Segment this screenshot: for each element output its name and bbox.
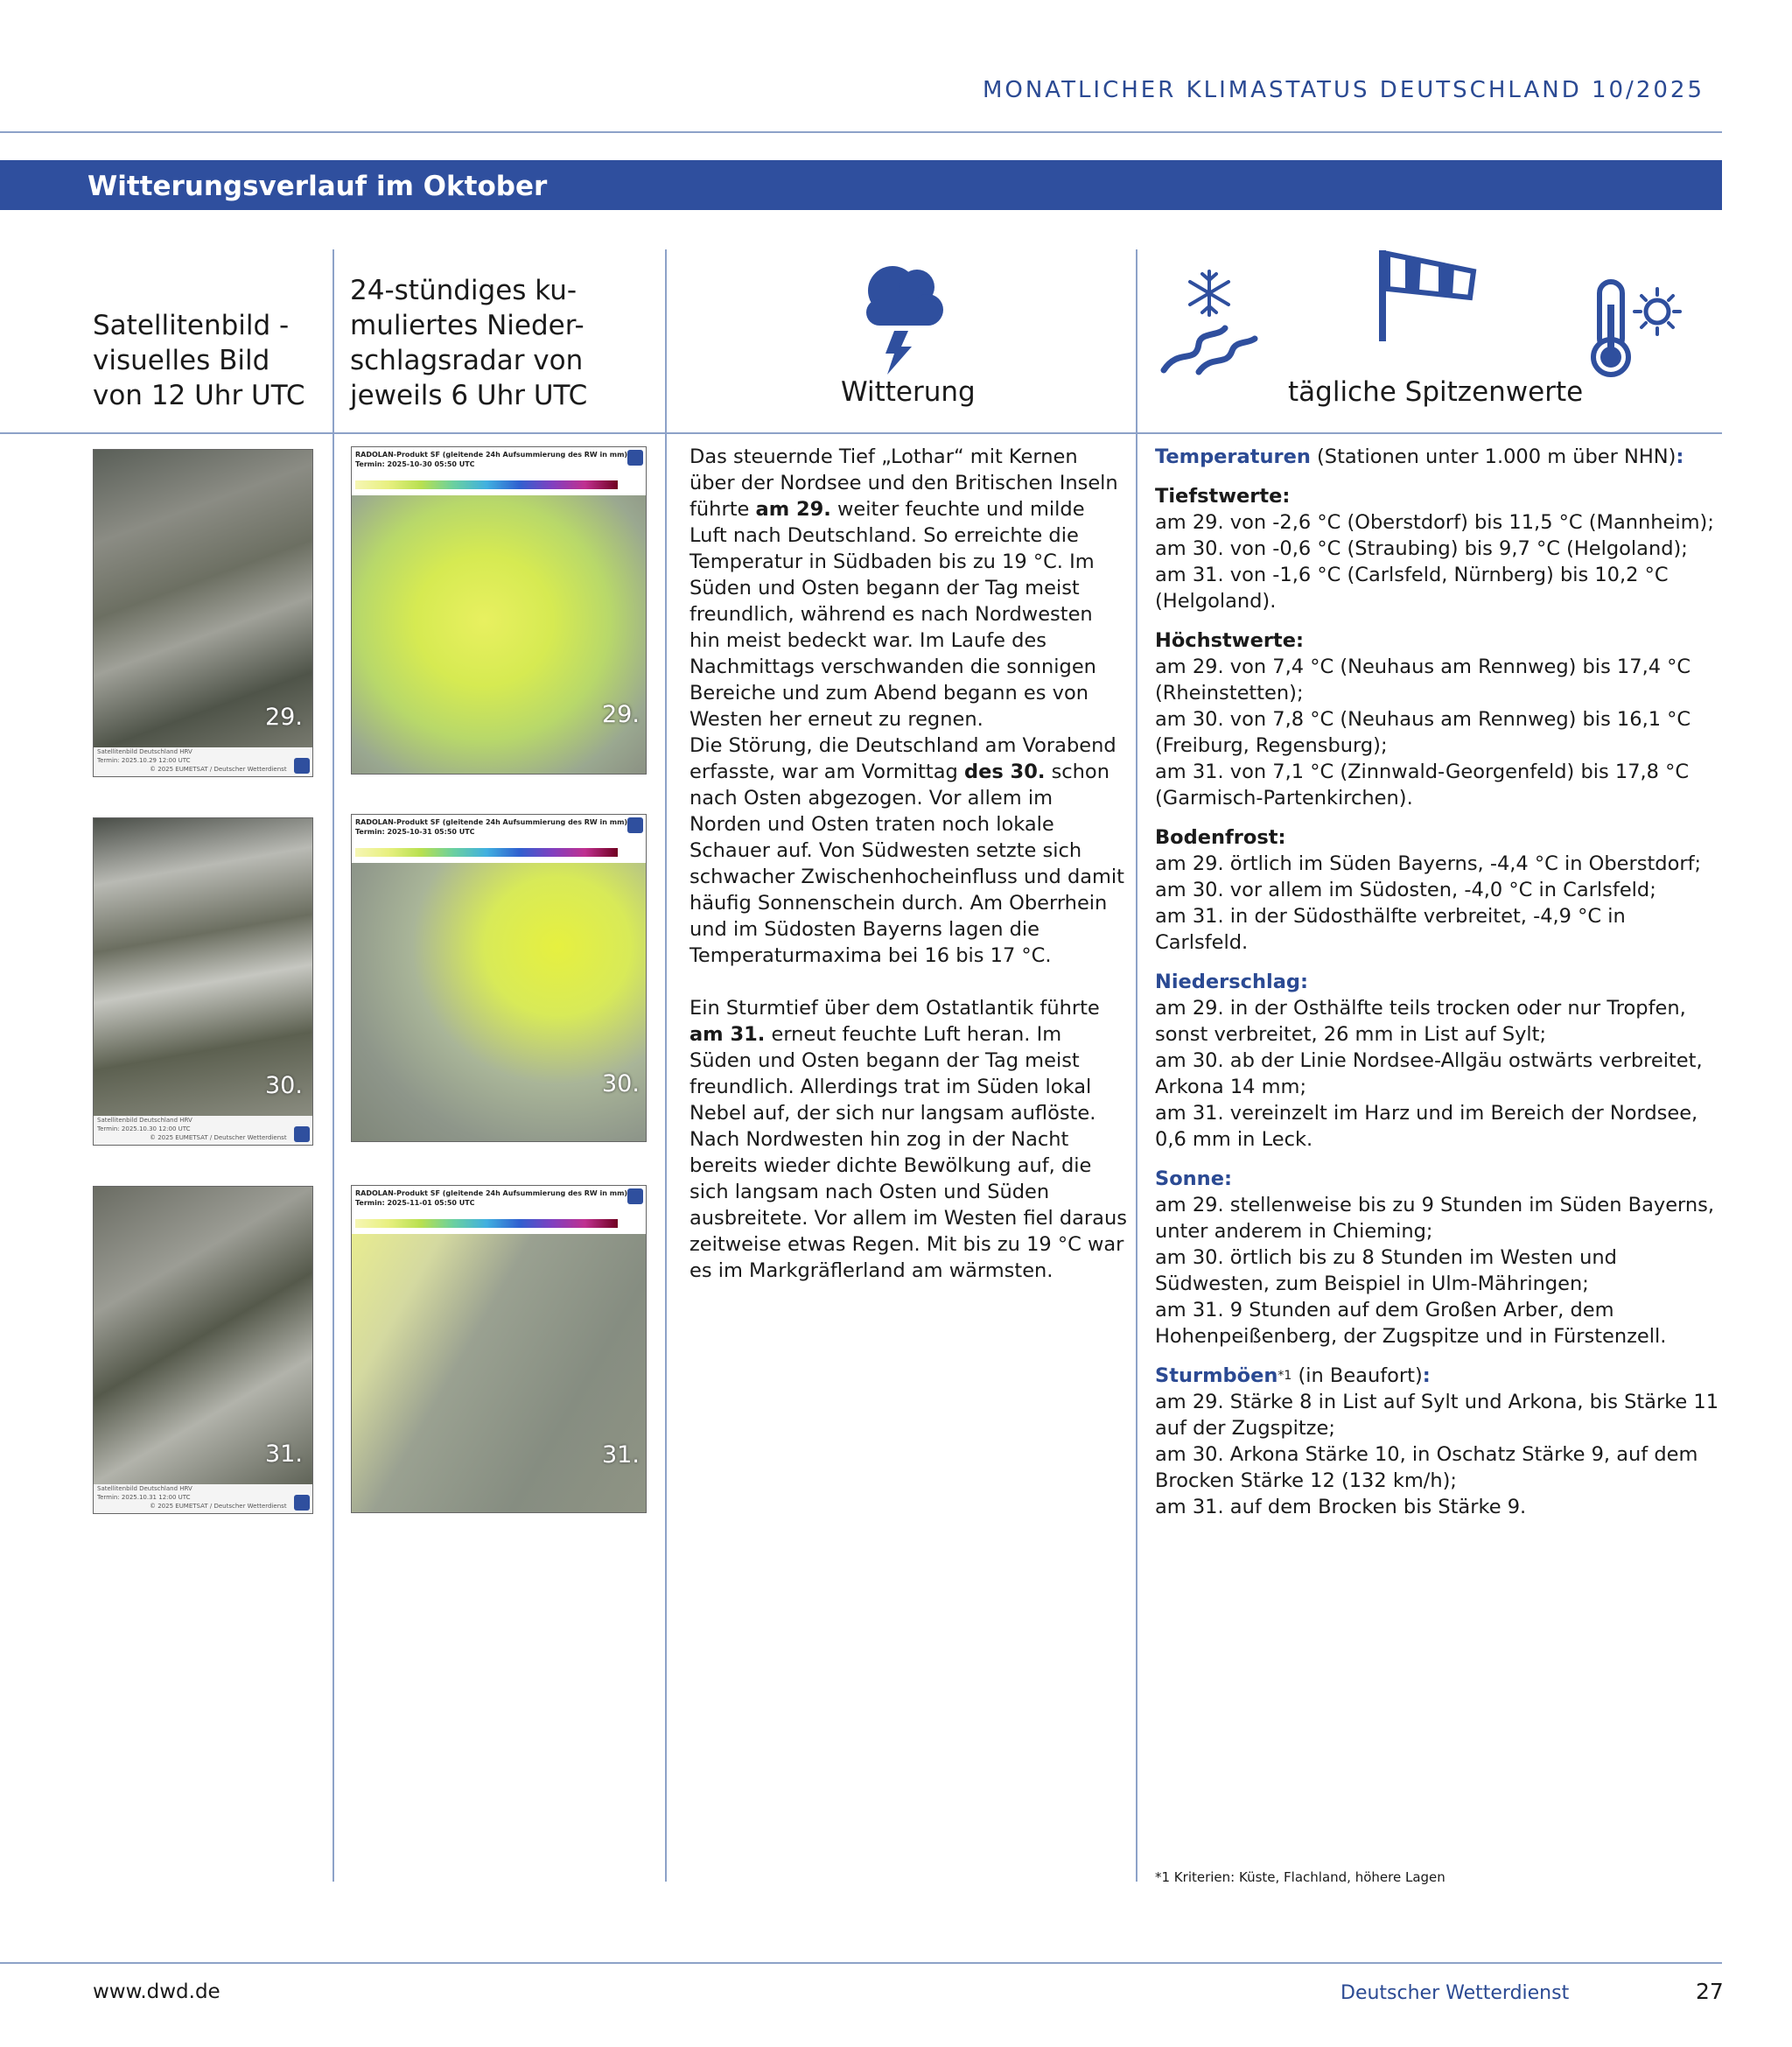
radar-term: Termin: 2025-11-01 05:50 UTC <box>355 1199 475 1207</box>
value-line: am 31. von 7,1 °C (Zinnwald-Georgenfeld) bis 17,8 °C (Garmisch-Partenkirchen). <box>1155 761 1690 810</box>
text-run: weiter feuchte und milde Luft nach Deutschland. So erreichte die Temperatur in Südbaden bis zu 19 °C. Im Süden und Osten begann der Tag meist freundlich, während es nach Nordwesten hin meist bedeckt war. Im Laufe des Nachmittags verschwanden die sonnigen Bereiche und zum Abend begann es von Westen her erneut zu regnen. <box>690 498 1096 731</box>
section-title: Bodenfrost: <box>1155 826 1286 849</box>
radar-map <box>352 1234 646 1512</box>
snowflake-road-icon <box>1157 267 1262 376</box>
page-number: 27 <box>1696 1979 1724 2004</box>
radar-title: RADOLAN-Produkt SF (gleitende 24h Aufsummierung des RW in mm) <box>355 451 628 459</box>
value-line: am 29. in der Osthälfte teils trocken oder nur Tropfen, sonst verbreitet, 26 mm in List auf Sylt; <box>1155 997 1686 1046</box>
color-scale <box>355 1219 618 1228</box>
value-line: am 29. örtlich im Süden Bayerns, -4,4 °C in Oberstdorf; <box>1155 852 1702 875</box>
day-label: 30. <box>602 1070 640 1097</box>
hoechstwerte-section <box>1155 627 1724 811</box>
column-divider <box>332 249 334 1882</box>
caption-line: Satellitenbild Deutschland HRV <box>97 1117 192 1124</box>
satellite-photo <box>94 818 312 1116</box>
column-divider <box>1136 249 1138 1882</box>
windsock-icon <box>1376 247 1480 343</box>
sturmboeen-section <box>1155 1363 1724 1520</box>
value-line: am 31. vereinzelt im Harz und im Bereich der Nordsee, 0,6 mm in Leck. <box>1155 1102 1698 1151</box>
radar-map <box>352 495 646 774</box>
col2-header <box>350 273 587 413</box>
section-subtitle: (in Beaufort) <box>1292 1364 1423 1387</box>
day-label: 30. <box>265 1072 303 1099</box>
witterung-paragraph <box>690 444 1127 733</box>
text-run: Die Störung, die Deutschland am Vorabend erfasste, war am Vormittag <box>690 734 1116 783</box>
sonne-section <box>1155 1166 1724 1349</box>
header-divider <box>0 131 1722 133</box>
caption-line: © 2025 EUMETSAT / Deutscher Wetterdienst <box>150 1134 287 1141</box>
value-line: am 30. ab der Linie Nordsee-Allgäu ostwärts verbreitet, Arkona 14 mm; <box>1155 1049 1703 1098</box>
section-title: Tiefstwerte: <box>1155 485 1291 508</box>
bodenfrost-section <box>1155 824 1724 956</box>
footer-divider <box>0 1962 1722 1964</box>
date-highlight: des 30. <box>963 761 1046 783</box>
col4-header: tägliche Spitzenwerte <box>1288 376 1584 408</box>
dwd-logo-icon <box>627 450 643 466</box>
temperature-title: Temperaturen <box>1155 445 1311 468</box>
value-line: am 31. von -1,6 °C (Carlsfeld, Nürnberg) bis 10,2 °C (Helgoland). <box>1155 564 1669 613</box>
tiefstwerte-section <box>1155 483 1724 614</box>
radar-term: Termin: 2025-10-30 05:50 UTC <box>355 460 475 468</box>
value-line: am 30. von -0,6 °C (Straubing) bis 9,7 °C (Helgoland); <box>1155 537 1688 560</box>
dwd-logo-icon <box>294 1495 310 1511</box>
section-title: Höchstwerte: <box>1155 629 1304 652</box>
text-run: erneut feuchte Luft heran. Im Süden und Osten begann der Tag meist freundlich. Allerdings trat im Süden lokal Nebel auf, der sich nur langsam auflöste. Nach Nordwesten hin zog in der Nacht bereits wieder dichte Bewölkung auf, die sich langsam nach Osten und Süden ausbreitete. Vor allem im Westen fiel daraus zeitweise etwas Regen. Mit bis zu 19 °C war es im Markgräflerland am wärmsten. <box>690 1023 1127 1282</box>
thermometer-sun-icon <box>1580 278 1685 379</box>
footer-url[interactable]: www.dwd.de <box>93 1980 220 2003</box>
section-title: Sonne: <box>1155 1167 1232 1190</box>
temperature-subtitle: (Stationen unter 1.000 m über NHN) <box>1310 445 1676 468</box>
day-label: 29. <box>602 701 640 728</box>
text-run: schon nach Osten abgezogen. Vor allem im Norden und Osten traten noch lokale Schauer auf. Von Südwesten setzte sich schwacher Zwischenhocheinfluss und damit häufig Sonnenschein durch. Am Oberrhein und im Südosten Bayerns lagen die Temperaturmaxima bei 16 bis 17 °C. <box>690 761 1124 967</box>
header-row-divider <box>0 432 1722 434</box>
col2-line: jeweils 6 Uhr UTC <box>350 380 588 411</box>
col1-line: visuelles Bild <box>93 345 270 376</box>
value-line: am 29. von -2,6 °C (Oberstdorf) bis 11,5 °C (Mannheim); <box>1155 511 1714 534</box>
caption-line: Termin: 2025.10.30 12:00 UTC <box>97 1125 191 1132</box>
section-title: Witterungsverlauf im Oktober <box>88 171 548 202</box>
caption-line: © 2025 EUMETSAT / Deutscher Wetterdienst <box>150 1503 287 1510</box>
caption-line: Termin: 2025.10.31 12:00 UTC <box>97 1494 191 1501</box>
satellite-image-29 <box>93 449 313 777</box>
radar-image-29 <box>351 446 647 775</box>
section-title: Niederschlag: <box>1155 971 1309 993</box>
temperature-heading <box>1155 444 1724 470</box>
col1-line: Satellitenbild - <box>93 310 290 341</box>
satellite-image-31 <box>93 1186 313 1514</box>
value-line: am 29. von 7,4 °C (Neuhaus am Rennweg) bis 17,4 °C (Rheinstetten); <box>1155 655 1691 705</box>
column-divider <box>665 249 667 1882</box>
date-highlight: am 29. <box>755 498 831 521</box>
witterung-text <box>690 444 1127 1284</box>
radar-image-31 <box>351 1185 647 1513</box>
dwd-logo-icon <box>627 817 643 833</box>
satellite-photo <box>94 450 312 747</box>
caption-line: Satellitenbild Deutschland HRV <box>97 748 192 755</box>
color-scale <box>355 480 618 489</box>
date-highlight: am 31. <box>690 1023 766 1046</box>
witterung-paragraph <box>690 995 1127 1284</box>
radar-image-30 <box>351 814 647 1142</box>
colon: : <box>1422 1364 1431 1387</box>
value-line: am 29. stellenweise bis zu 9 Stunden im Süden Bayerns, unter anderem in Chieming; <box>1155 1194 1715 1243</box>
footer-organization: Deutscher Wetterdienst <box>1340 1982 1570 2004</box>
col2-line: muliertes Nieder- <box>350 310 584 341</box>
value-line: am 30. örtlich bis zu 8 Stunden im Westen und Südwesten, zum Beispiel in Ulm-Mähringen; <box>1155 1246 1617 1295</box>
satellite-caption <box>94 1484 312 1513</box>
sturm-heading <box>1155 1363 1724 1389</box>
radar-term: Termin: 2025-10-31 05:50 UTC <box>355 828 475 836</box>
value-line: am 30. vor allem im Südosten, -4,0 °C in Carlsfeld; <box>1155 879 1656 901</box>
day-label: 29. <box>265 704 303 731</box>
section-banner <box>0 160 1722 210</box>
text-run: Ein Sturmtief über dem Ostatlantik führte <box>690 997 1100 1020</box>
satellite-photo <box>94 1187 312 1484</box>
value-line: am 31. in der Südosthälfte verbreitet, -4,9 °C in Carlsfeld. <box>1155 905 1626 954</box>
radar-title: RADOLAN-Produkt SF (gleitende 24h Aufsummierung des RW in mm) <box>355 818 628 826</box>
color-scale <box>355 848 618 857</box>
dwd-logo-icon <box>294 1126 310 1142</box>
footnote-marker: *1 <box>1278 1369 1292 1383</box>
niederschlag-section <box>1155 969 1724 1153</box>
dwd-logo-icon <box>627 1188 643 1204</box>
value-line: am 31. 9 Stunden auf dem Großen Arber, dem Hohenpeißenberg, der Zugspitze und in Fürstenzell. <box>1155 1299 1667 1348</box>
witterung-paragraph <box>690 733 1127 969</box>
day-label: 31. <box>265 1441 303 1468</box>
value-line: am 30. von 7,8 °C (Neuhaus am Rennweg) bis 16,1 °C (Freiburg, Regensburg); <box>1155 708 1691 757</box>
radar-map <box>352 863 646 1141</box>
satellite-caption <box>94 1116 312 1145</box>
dwd-logo-icon <box>294 758 310 774</box>
value-line: am 31. auf dem Brocken bis Stärke 9. <box>1155 1496 1527 1518</box>
radar-title: RADOLAN-Produkt SF (gleitende 24h Aufsummierung des RW in mm) <box>355 1189 628 1197</box>
caption-line: © 2025 EUMETSAT / Deutscher Wetterdienst <box>150 766 287 773</box>
col2-line: 24-stündiges ku- <box>350 275 578 306</box>
caption-line: Satellitenbild Deutschland HRV <box>97 1485 192 1492</box>
section-title: Sturmböen <box>1155 1364 1278 1387</box>
col2-line: schlagsradar von <box>350 345 584 376</box>
colon: : <box>1676 445 1684 468</box>
thunderstorm-cloud-icon <box>858 256 945 378</box>
satellite-caption <box>94 747 312 776</box>
day-label: 31. <box>602 1441 640 1469</box>
header-title: MONATLICHER KLIMASTATUS DEUTSCHLAND 10/2025 <box>982 77 1704 103</box>
value-line: am 29. Stärke 8 in List auf Sylt und Arkona, bis Stärke 11 auf der Zugspitze; <box>1155 1391 1719 1440</box>
footnote: *1 Kriterien: Küste, Flachland, höhere Lagen <box>1155 1869 1446 1885</box>
text-run: Das steuernde Tief „Lothar“ mit Kernen über der Nordsee und den Britischen Inseln führte <box>690 445 1118 521</box>
spitzenwerte-text <box>1155 444 1724 1533</box>
col3-header: Witterung <box>841 376 976 408</box>
satellite-image-30 <box>93 817 313 1146</box>
value-line: am 30. Arkona Stärke 10, in Oschatz Stärke 9, auf dem Brocken Stärke 12 (132 km/h); <box>1155 1443 1698 1492</box>
col1-header <box>93 308 305 413</box>
caption-line: Termin: 2025.10.29 12:00 UTC <box>97 757 191 764</box>
col1-line: von 12 Uhr UTC <box>93 380 305 411</box>
